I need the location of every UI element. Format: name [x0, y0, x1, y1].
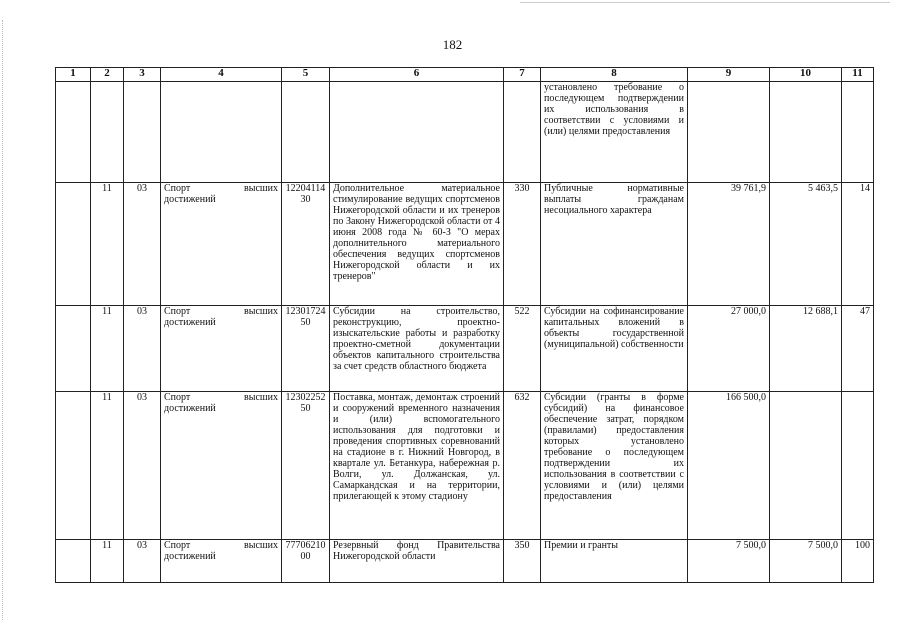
cell-section: 11: [91, 306, 124, 392]
col-header-4: 4: [161, 68, 282, 82]
budget-table: [55, 67, 874, 583]
col-header-10: 10: [770, 68, 842, 82]
cell-subsection-name: Спорт высших достижений: [161, 392, 282, 540]
cell-actual: [770, 392, 842, 540]
cell-target-code: 1220411430: [282, 183, 330, 306]
cell-expense-type: установлено требование о последующем подтверждении их использования в соответствии с условиями и (или) целями предоставления: [541, 82, 688, 183]
cell-subsection: 03: [124, 183, 161, 306]
cell-item-name: Резервный фонд Правительства Нижегородской области: [330, 540, 504, 583]
cell-target-code: 7770621000: [282, 540, 330, 583]
cell-expense-type: Премии и гранты: [541, 540, 688, 583]
cell-plan: [688, 82, 770, 183]
cell-expense-code: 350: [504, 540, 541, 583]
cell-subsection: 03: [124, 306, 161, 392]
cell-plan: 7 500,0: [688, 540, 770, 583]
cell-percent: 47: [842, 306, 874, 392]
cell-subsection: 03: [124, 392, 161, 540]
cell-section: [91, 82, 124, 183]
table-row: [56, 540, 874, 583]
col-header-6: 6: [330, 68, 504, 82]
cell-actual: [770, 82, 842, 183]
scan-top-rule: [520, 2, 890, 3]
col-header-5: 5: [282, 68, 330, 82]
cell-target-code: 1230172450: [282, 306, 330, 392]
cell-col1: [56, 82, 91, 183]
cell-section: 11: [91, 540, 124, 583]
cell-actual: 5 463,5: [770, 183, 842, 306]
col-header-2: 2: [91, 68, 124, 82]
col-header-7: 7: [504, 68, 541, 82]
cell-subsection: 03: [124, 540, 161, 583]
cell-item-name: Поставка, монтаж, демонтаж строений и сооружений временного назначения и (или) вспомогательного использования для подготовки и проведения спортивных соревнований на стадионе в г. Нижний Новгород, в квартале ул. Бетанкура, набережная р. Волги, ул. Должанская, ул. Самаркандская и на территории, прилегающей к этому стадиону: [330, 392, 504, 540]
table-row: [56, 183, 874, 306]
cell-target-code: [282, 82, 330, 183]
cell-target-code: 1230225250: [282, 392, 330, 540]
table-row: [56, 82, 874, 183]
cell-item-name: Субсидии на строительство, реконструкцию, проектно-изыскательские работы и разработку проектно-сметной документации объектов капитального строительства за счет средств областного бюджета: [330, 306, 504, 392]
scan-left-marks: [2, 20, 5, 620]
col-header-1: 1: [56, 68, 91, 82]
cell-section: 11: [91, 392, 124, 540]
cell-plan: 39 761,9: [688, 183, 770, 306]
cell-subsection-name: [161, 82, 282, 183]
cell-subsection-name: Спорт высших достижений: [161, 306, 282, 392]
cell-plan: 166 500,0: [688, 392, 770, 540]
cell-subsection: [124, 82, 161, 183]
col-header-3: 3: [124, 68, 161, 82]
cell-expense-type: Субсидии на софинансирование капитальных вложений в объекты государственной (муниципальной) собственности: [541, 306, 688, 392]
cell-percent: 14: [842, 183, 874, 306]
cell-expense-type: Публичные нормативные выплаты гражданам несоциального характера: [541, 183, 688, 306]
cell-subsection-name: Спорт высших достижений: [161, 183, 282, 306]
col-header-8: 8: [541, 68, 688, 82]
cell-subsection-name: Спорт высших достижений: [161, 540, 282, 583]
cell-section: 11: [91, 183, 124, 306]
col-header-9: 9: [688, 68, 770, 82]
cell-col1: [56, 392, 91, 540]
cell-expense-type: Субсидии (гранты в форме субсидий) на финансовое обеспечение затрат, порядком (правилами) предоставления которых установлено требование о последующем подтверждении их использования в соответствии с условиями и (или) целями предоставления: [541, 392, 688, 540]
header-row: [56, 68, 874, 82]
cell-actual: 7 500,0: [770, 540, 842, 583]
cell-item-name: Дополнительное материальное стимулирование ведущих спортсменов Нижегородской области и их тренеров по Закону Нижегородской области от 4 июня 2008 года № 60-З "О мерах дополнительного материального обеспечения ведущих спортсменов Нижегородской области и их тренеров": [330, 183, 504, 306]
cell-expense-code: 330: [504, 183, 541, 306]
cell-percent: [842, 392, 874, 540]
page-number: 182: [442, 37, 463, 52]
table-row: [56, 392, 874, 540]
cell-col1: [56, 540, 91, 583]
cell-plan: 27 000,0: [688, 306, 770, 392]
cell-percent: 100: [842, 540, 874, 583]
cell-expense-code: 522: [504, 306, 541, 392]
table-row: [56, 306, 874, 392]
cell-actual: 12 688,1: [770, 306, 842, 392]
cell-col1: [56, 183, 91, 306]
cell-expense-code: 632: [504, 392, 541, 540]
cell-percent: [842, 82, 874, 183]
cell-expense-code: [504, 82, 541, 183]
cell-col1: [56, 306, 91, 392]
cell-item-name: [330, 82, 504, 183]
col-header-11: 11: [842, 68, 874, 82]
